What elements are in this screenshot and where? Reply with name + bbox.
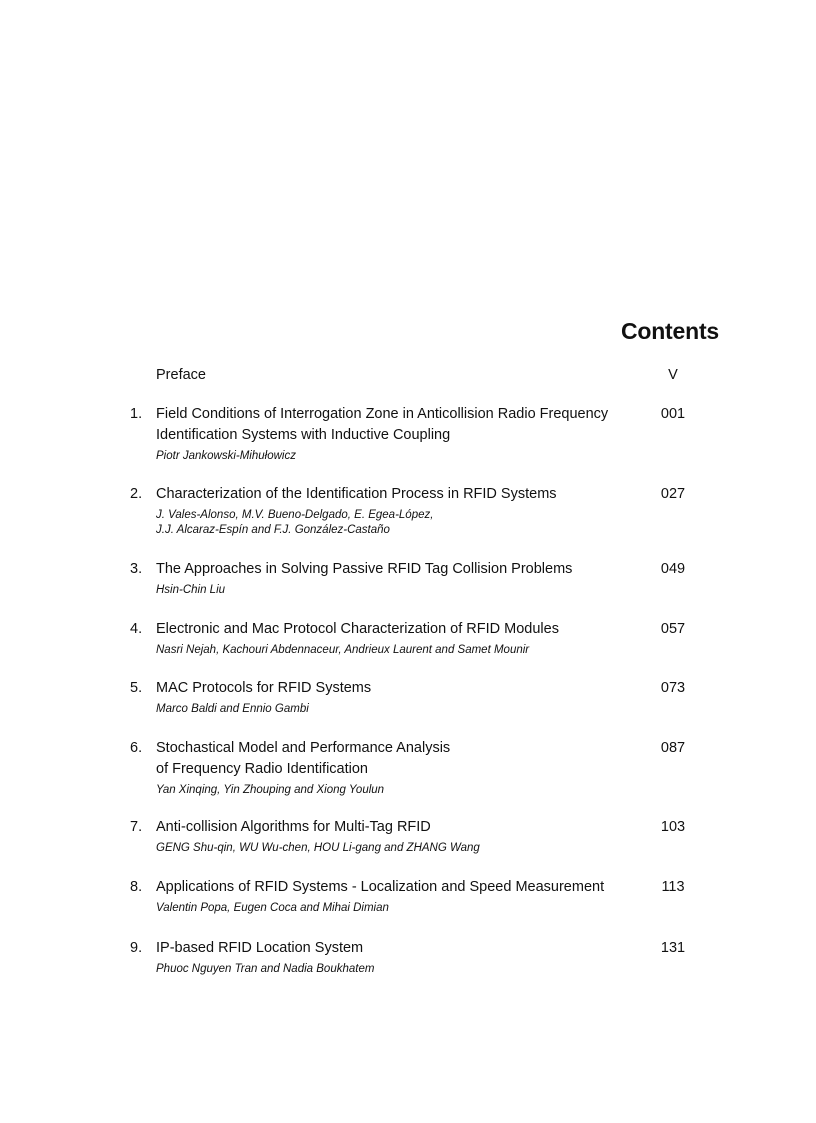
toc-title [156,365,646,386]
toc-title [156,559,646,598]
toc-authors: Marco Baldi and Ennio Gambi [156,703,309,715]
toc-title [156,678,646,717]
toc-title-line: Characterization of the Identification Process in RFID Systems [156,486,557,502]
toc-title-line: IP-based RFID Location System [156,940,364,956]
toc-authors: J. Vales-Alonso, M.V. Bueno-Delgado, E. Egea-López, [156,509,434,521]
toc-title-line: Electronic and Mac Protocol Characterization of RFID Modules [156,621,559,637]
toc-page-number: 027 [660,486,686,502]
chapter-number: 2. [130,486,143,502]
chapter-number: 5. [130,680,143,696]
toc-authors: J.J. Alcaraz-Espín and F.J. González-Castaño [156,524,390,536]
toc-authors: Piotr Jankowski-Mihułowicz [156,450,296,462]
toc-title-line: MAC Protocols for RFID Systems [156,680,372,696]
chapter-number: 7. [130,819,143,835]
chapter-number: 8. [130,879,143,895]
toc-title-line: Stochastical Model and Performance Analysis [156,740,451,756]
toc-title-line: Applications of RFID Systems - Localization and Speed Measurement [156,879,605,895]
toc-title-line: The Approaches in Solving Passive RFID Tag Collision Problems [156,561,573,577]
toc-page-number: 073 [660,680,686,696]
chapter-number: 3. [130,561,143,577]
toc-title [156,938,646,977]
toc-title [156,484,646,538]
chapter-number: 6. [130,740,143,756]
toc-title-line: Identification Systems with Inductive Coupling [156,427,451,443]
toc-title [156,619,646,658]
toc-page-number: 113 [661,879,685,895]
toc-title-line: Field Conditions of Interrogation Zone in Anticollision Radio Frequency [156,406,609,422]
toc-page-number: 049 [660,561,686,577]
chapter-number: 9. [130,940,143,956]
chapter-number: 1. [130,406,143,422]
toc-page-number: 087 [660,740,686,756]
toc-page-number: 001 [660,406,686,422]
toc-page-number: 131 [660,940,686,956]
toc-title-line: of Frequency Radio Identification [156,761,368,777]
toc-authors: Yan Xinqing, Yin Zhouping and Xiong Youlun [156,784,385,796]
toc-page-number: V [668,367,678,383]
toc-title [156,738,646,798]
toc-authors: Valentin Popa, Eugen Coca and Mihai Dimian [156,902,389,914]
toc-authors: Phuoc Nguyen Tran and Nadia Boukhatem [156,963,375,975]
toc-page-number: 103 [660,819,686,835]
toc-title-line: Preface [156,367,206,383]
toc-title [156,877,646,916]
toc-authors: Nasri Nejah, Kachouri Abdennaceur, Andrieux Laurent and Samet Mounir [156,644,530,656]
toc-title [156,817,646,856]
toc-authors: GENG Shu-qin, WU Wu-chen, HOU Li-gang and ZHANG Wang [156,842,480,854]
toc-authors: Hsin-Chin Liu [156,584,226,596]
toc-page-number: 057 [660,621,686,637]
page-title: Contents [620,318,719,344]
chapter-number: 4. [130,621,143,637]
toc-title-line: Anti-collision Algorithms for Multi-Tag RFID [156,819,431,835]
toc-title [156,404,646,464]
